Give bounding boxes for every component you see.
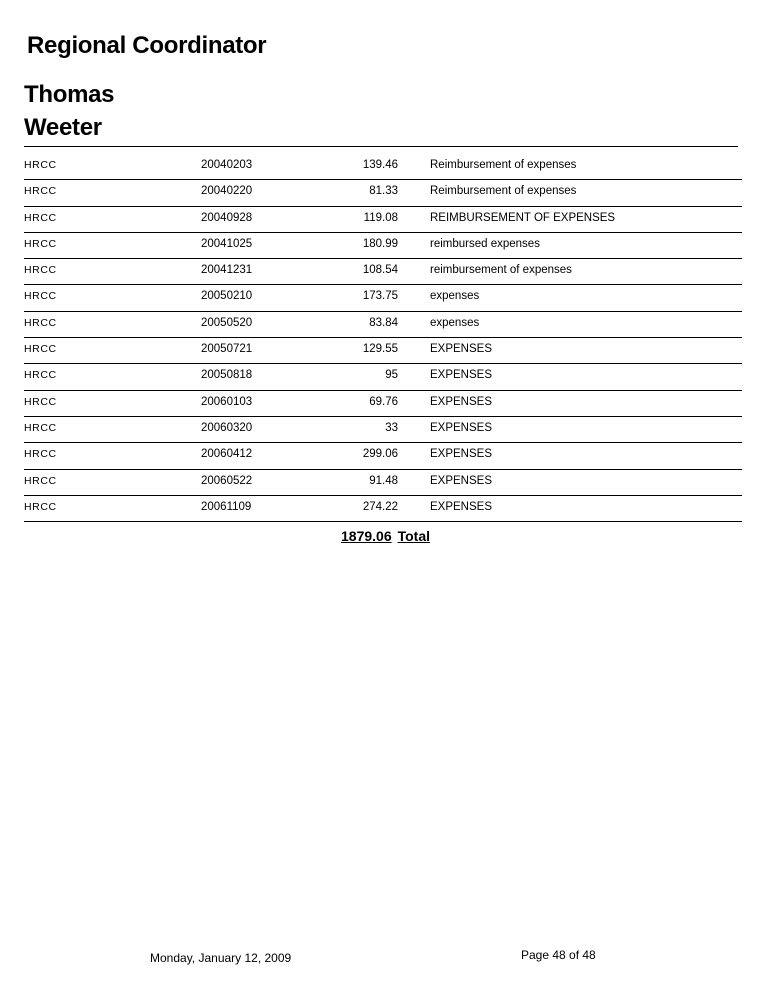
ledger-row bbox=[24, 443, 742, 469]
ledger-row bbox=[24, 312, 742, 338]
row-date: 20041231 bbox=[201, 264, 253, 277]
row-description: expenses bbox=[430, 290, 480, 303]
row-date: 20040203 bbox=[201, 159, 253, 171]
row-date: 20060103 bbox=[201, 395, 253, 408]
row-description: EXPENSES bbox=[430, 369, 492, 382]
row-amount: 33 bbox=[385, 421, 398, 434]
row-amount: 129.55 bbox=[362, 343, 398, 356]
row-org: HRCC bbox=[24, 448, 57, 461]
row-date: 20050818 bbox=[201, 369, 253, 382]
person-name bbox=[24, 78, 224, 144]
row-org: HRCC bbox=[24, 343, 57, 356]
row-description: reimbursement of expenses bbox=[430, 264, 572, 277]
total-amount: 1879.06 bbox=[341, 528, 392, 544]
ledger-row bbox=[24, 154, 742, 180]
row-org: HRCC bbox=[24, 474, 57, 487]
row-date: 20050210 bbox=[201, 290, 253, 303]
row-date: 20041025 bbox=[201, 237, 253, 250]
header-divider bbox=[24, 146, 738, 147]
row-amount: 180.99 bbox=[362, 237, 398, 250]
row-amount: 139.46 bbox=[362, 159, 398, 171]
row-date: 20040220 bbox=[201, 185, 253, 198]
total-line bbox=[341, 528, 430, 544]
row-date: 20060522 bbox=[201, 474, 253, 487]
row-description: Reimbursement of expenses bbox=[430, 185, 577, 198]
row-description: REIMBURSEMENT OF EXPENSES bbox=[430, 211, 616, 224]
row-amount: 83.84 bbox=[369, 316, 398, 329]
ledger-row bbox=[24, 338, 742, 364]
expense-ledger bbox=[24, 154, 742, 522]
ledger-row bbox=[24, 470, 742, 496]
row-org: HRCC bbox=[24, 290, 57, 303]
row-amount: 274.22 bbox=[362, 500, 398, 513]
row-org: HRCC bbox=[24, 500, 57, 513]
last-name: Weeter bbox=[24, 114, 102, 141]
row-org: HRCC bbox=[24, 211, 57, 224]
row-org: HRCC bbox=[24, 264, 57, 277]
row-date: 20061109 bbox=[201, 500, 252, 513]
row-org: HRCC bbox=[24, 185, 57, 198]
row-amount: 69.76 bbox=[369, 395, 398, 408]
ledger-row bbox=[24, 417, 742, 443]
row-description: EXPENSES bbox=[430, 500, 492, 513]
footer-date: Monday, January 12, 2009 bbox=[150, 951, 292, 965]
row-date: 20060320 bbox=[201, 421, 253, 434]
ledger-row bbox=[24, 207, 742, 233]
ledger-row bbox=[24, 496, 742, 522]
ledger-row bbox=[24, 259, 742, 285]
row-org: HRCC bbox=[24, 395, 57, 408]
row-amount: 119.08 bbox=[363, 211, 398, 224]
row-date: 20050520 bbox=[201, 316, 253, 329]
row-description: reimbursed expenses bbox=[430, 237, 540, 250]
row-description: EXPENSES bbox=[430, 421, 492, 434]
row-date: 20060412 bbox=[201, 448, 253, 461]
row-amount: 173.75 bbox=[362, 290, 398, 303]
row-description: expenses bbox=[430, 316, 480, 329]
row-amount: 299.06 bbox=[362, 448, 398, 461]
row-org: HRCC bbox=[24, 159, 57, 171]
row-date: 20050721 bbox=[201, 343, 253, 356]
row-description: EXPENSES bbox=[430, 448, 492, 461]
ledger-row bbox=[24, 180, 742, 206]
role-title: Regional Coordinator bbox=[27, 32, 267, 59]
ledger-row bbox=[24, 233, 742, 259]
ledger-row bbox=[24, 285, 742, 311]
row-date: 20040928 bbox=[201, 211, 253, 224]
row-amount: 95 bbox=[385, 369, 398, 382]
row-org: HRCC bbox=[24, 237, 57, 250]
ledger-row bbox=[24, 364, 742, 390]
row-amount: 81.33 bbox=[369, 185, 398, 198]
row-org: HRCC bbox=[24, 316, 57, 329]
first-name: Thomas bbox=[24, 81, 115, 108]
total-label: Total bbox=[397, 528, 431, 544]
row-org: HRCC bbox=[24, 421, 57, 434]
footer-page-number: Page 48 of 48 bbox=[521, 948, 596, 962]
row-description: Reimbursement of expenses bbox=[430, 159, 577, 171]
row-amount: 91.48 bbox=[369, 474, 398, 487]
ledger-row bbox=[24, 391, 742, 417]
row-description: EXPENSES bbox=[430, 395, 492, 408]
row-description: EXPENSES bbox=[430, 474, 492, 487]
row-org: HRCC bbox=[24, 369, 57, 382]
row-amount: 108.54 bbox=[362, 264, 398, 277]
row-description: EXPENSES bbox=[430, 343, 492, 356]
